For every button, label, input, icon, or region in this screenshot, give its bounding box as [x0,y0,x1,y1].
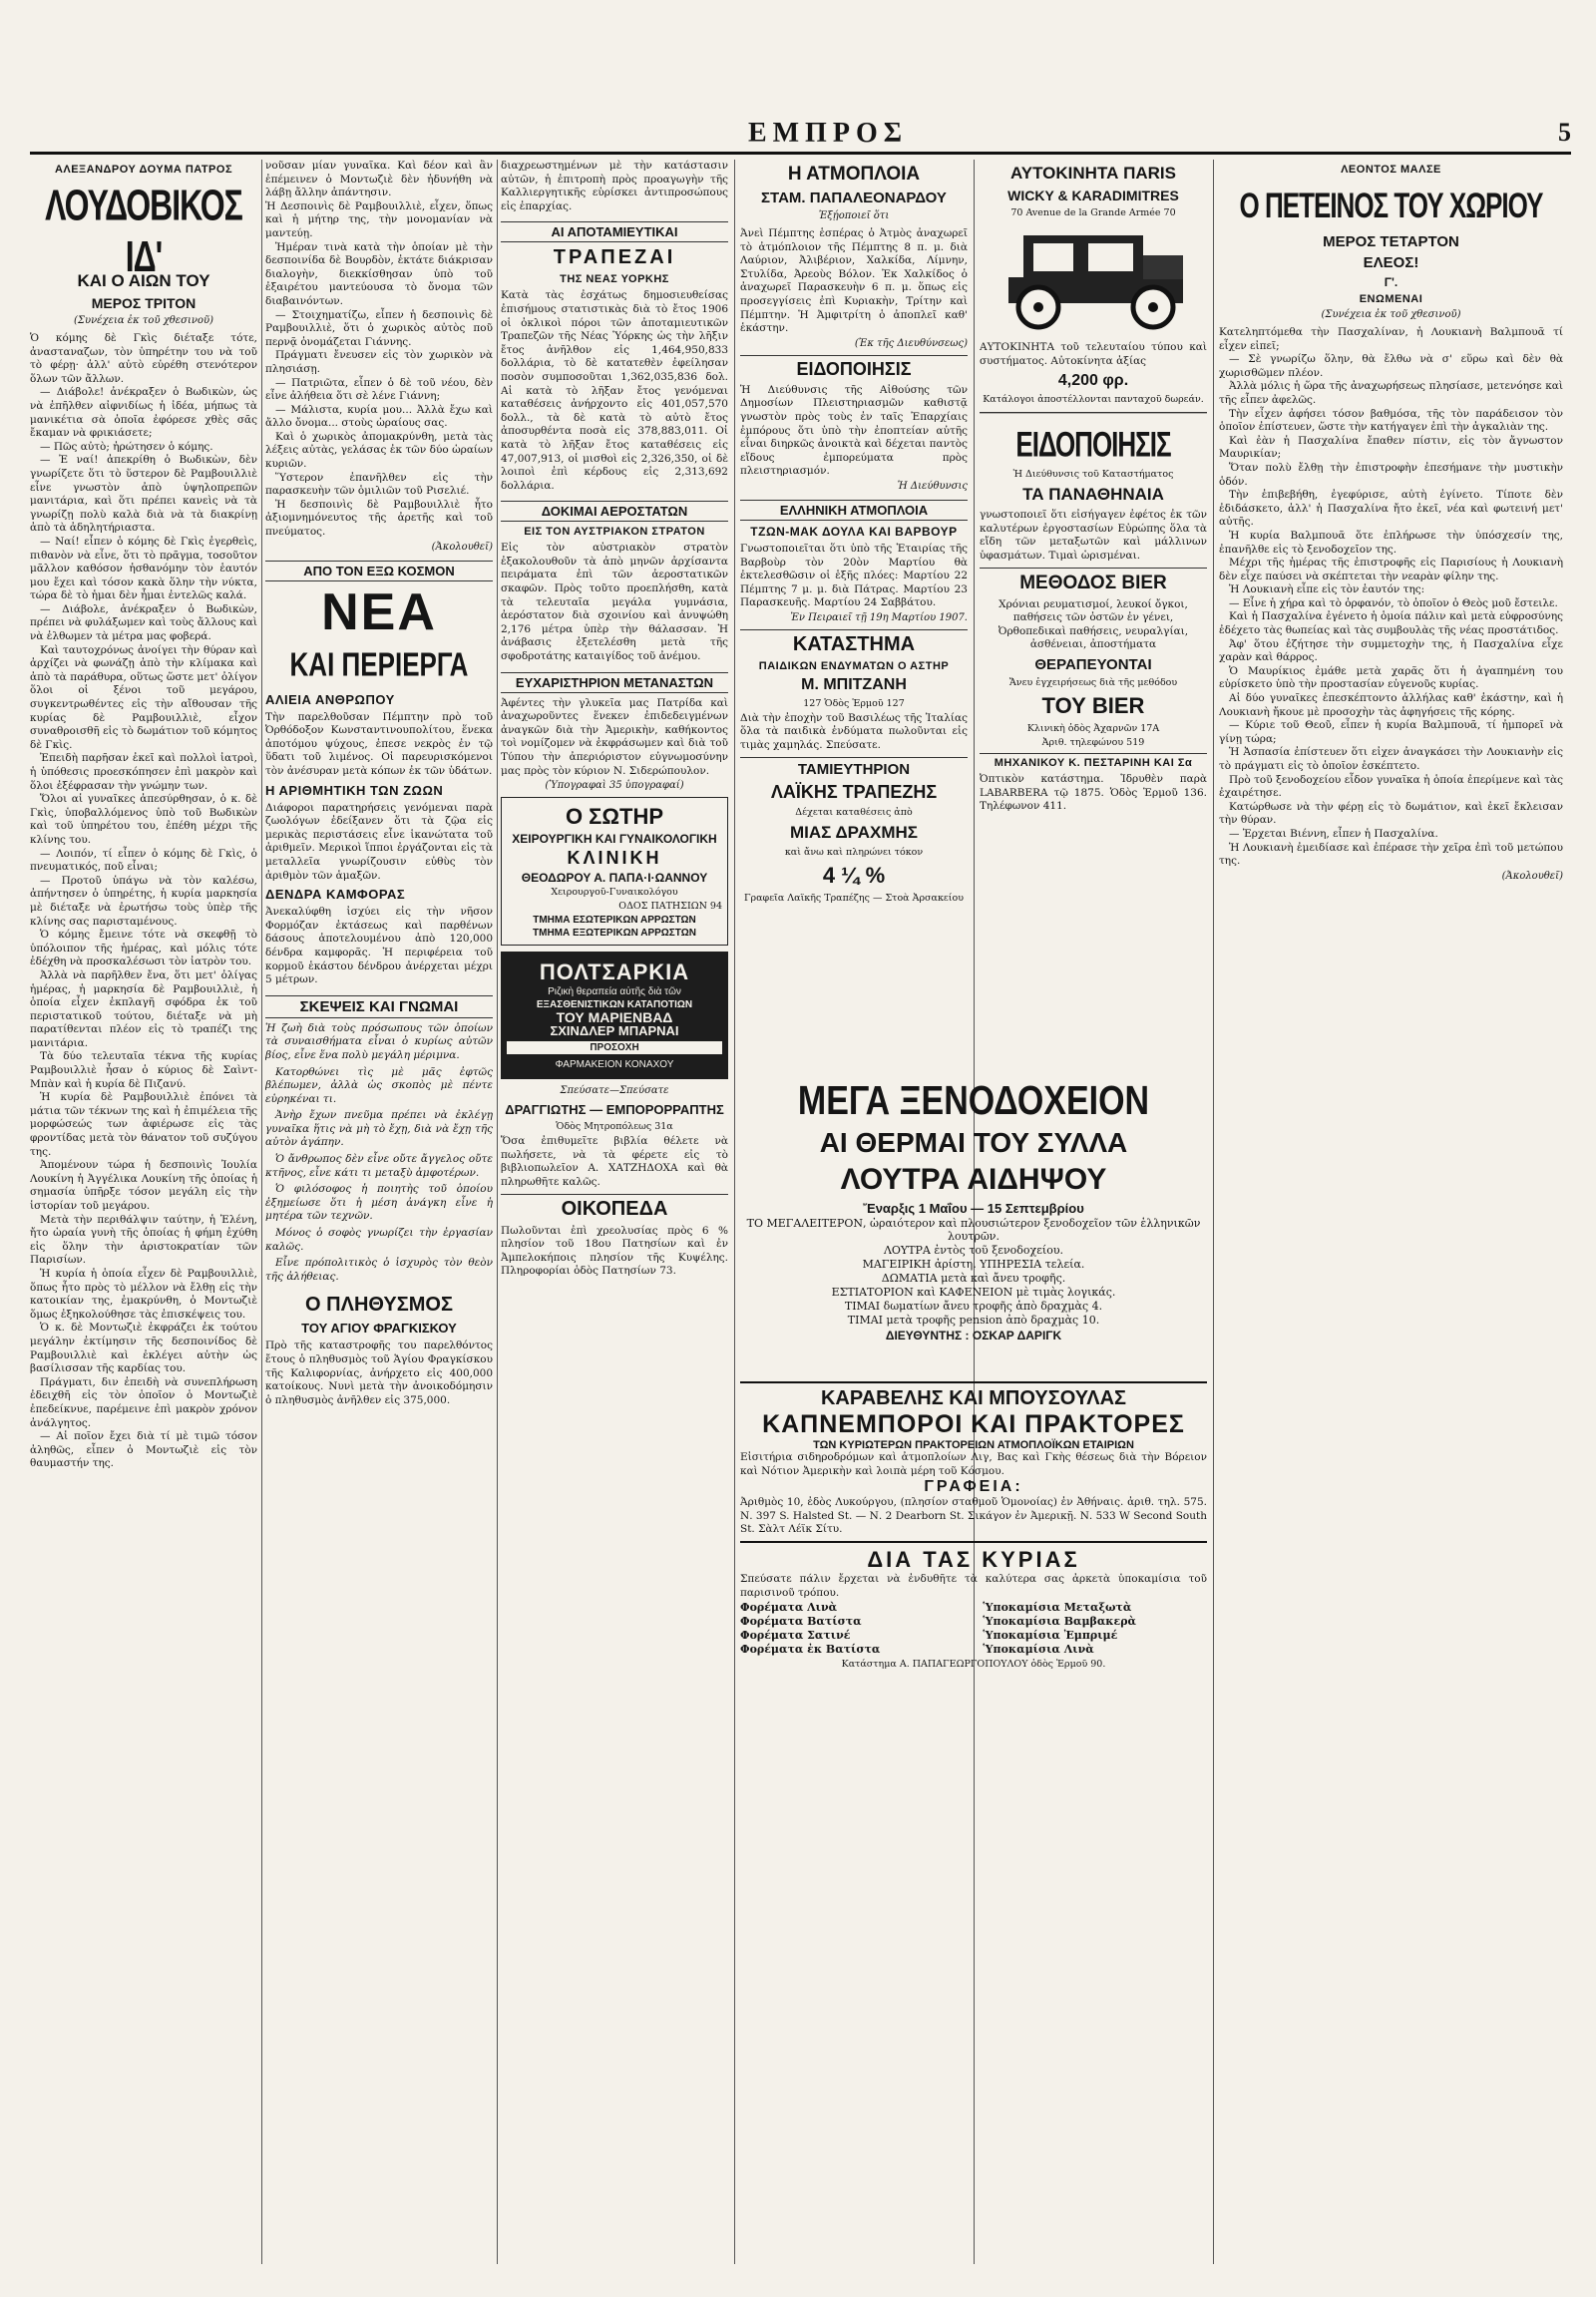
paragraph: Ἀλλὰ νὰ παρῆλθεν ἔνα, ὅτι μετ' ὀλίγας ἡμέρας, ἡ μαρκησία δὲ Ραμβουιλλιὲ, ἡ ὁποία εἶχεν ἐκπλαγῆ σφόδρα ἐκ τοῦ περιστατικοῦ τούτου, διέταξε νὰ μὴ παρατίθενται πλέον εἰς τὸ τραπέζι της μανιτάρια. [30,968,257,1049]
tobacco-names: ΚΑΡΑΒΕΛΗΣ ΚΑΙ ΜΠΟΥΣΟΥΛΑΣ [820,1387,1127,1409]
paragraph: Τὰ δύο τελευταῖα τέκνα τῆς κυρίας Ραμβουιλλιὲ ἦσαν ὁ κύριος δὲ Σαὶντ-Μπὰν καὶ ἡ κυρία δὲ Πιζανύ. [30,1050,257,1090]
ladies-item: Φορέματα ἐκ Βατίστα [740,1643,881,1657]
notice2-text-a: Ἡ Διεύθυνσις τοῦ Καταστήματος [1012,469,1174,481]
automobile-icon [994,225,1193,335]
hotel-detail-line: ΔΩΜΑΤΙΑ μετὰ καὶ ἄνευ τροφῆς. [881,1272,1066,1285]
tobacco-text: Εἰσιτήρια σιδηροδρόμων καὶ ἀτμοπλοίων Λιγ, Βας καὶ Γκὴς θέσεως διὰ τὴν Βόρειον καὶ Νότιον Ἀμερικὴν καὶ λοιπὰ μέρη τοῦ Κόσμου. [740,1451,1207,1477]
ladies-dresses [740,1600,965,1657]
thought-item: Κατορθώνει τὶς μὲ μᾶς ἐφτῶς βλέπωμεν, ἀλλὰ ὡς σκοπὸς μὲ πέντε εὑρηκέναι τι. [265,1065,493,1105]
paragraph: Ἀφ' ὅτου ἐζήτησε τὴν συμμετοχὴν της, ἡ Πασχαλίνα εἶχε χαρὰν καὶ θάρρος. [1219,637,1563,664]
news-items [265,692,493,987]
paragraph: Ὁ κόμης δὲ Γκὶς διέταξε τότε, ἀνασταναζων, τὸν ὑπηρέτην του νὰ τοῦ τὸ φέρῃ· ἀλλ' αὐτὸ εὑρέθη στενότερον ὅλων τῶν ἄλλων. [30,332,257,385]
ladies-shirts [983,1600,1207,1657]
serial-continuation: νοῦσαν μίαν γυναῖκα. Καὶ δέον καὶ ἂν ἐπέμεινεν ὁ Μοντωζιὲ δὲν ἠδυνήθη νὰ λάβῃ ἄλλην ἀπάντησιν. [265,160,493,199]
paragraph: Ὅταν πολὺ ἔλθῃ τὴν ἐπιστροφὴν ἐπεσήμανε τὴν μυστικὴν ὁδόν. [1219,461,1563,488]
tobacco-ad [740,1381,1207,1537]
paragraph: — Προτοῦ ὑπάγω νὰ τὸν καλέσω, ἀπήντησεν ὁ ὑπηρέτης, ἡ κυρία μαρκησία μὲ διέταξε νὰ ἐρωτήσω τοὺς ὑπὲρ τῆς κλίνης σας παρισταμένους. [30,874,257,928]
greek-lines-text: Γνωστοποιεῖται ὅτι ὑπὸ τῆς Ἑταιρίας τῆς Βαρβοὺρ τὸν 20ὸν Μαρτίου θὰ ἐκτελεσθῶσιν οἱ ἑξῆς πλόες: Μαρτίου 22 Πέμπτης 7 μ. μ. διὰ Πάτρας. Μαρτίου 23 Παρασκευῆς. Μαρτίου 24 Σαββάτου. [740,542,968,609]
tailor-address: Ὁδὸς Μητροπόλεως 31α [556,1121,673,1133]
news-item-heading: ΑΛΙΕΙΑ ΑΝΘΡΩΠΟΥ [265,691,395,707]
savings-footer: Γραφεῖα Λαϊκῆς Τραπέζης — Στοὰ Ἀρσακείου [743,892,965,904]
cars-heading: ΑΥΤΟΚΙΝΗΤΑ ΠΑRIS [1010,164,1176,183]
clinic-internal-dept: ΤΜΗΜΑ ΕΣΩΤΕΡΙΚΩΝ ΑΡΡΩΣΤΩΝ [533,915,696,927]
serial-title: ΛΟΥΔΟΒΙΚΟΣ ΙΔ' [45,181,242,281]
paragraph: Ἀπομένουν τώρα ἡ δεσποινὶς Ἰουλία Λουκίνη ἡ Ἀγγέλικα Λουκίνη τῆς ὁποίας ἡ σημασία ὑπῆρξε τόσον μεγάλη εἰς τὴν ἱστορίαν τοῦ μεγάρου. [30,1159,257,1212]
bier-phone: Ἀριθ. τηλεφώνου 519 [1041,736,1145,748]
ladies-item: Ὑποκαμίσια Λινὰ [983,1643,1094,1657]
clinic-doctor: ΘΕΟΔΩΡΟΥ Α. ΠΑΠΑ·Ι·ΩΑΝΝΟΥ [521,871,708,886]
ladies-heading: ΔΙΑ ΤΑΣ ΚΥΡΙΑΣ [867,1547,1080,1572]
paragraph: — Στοιχηματίζω, εἶπεν ἡ δεσποινὶς δὲ Ραμβουιλλιὲ, ὅτι ὁ χωρικὸς αὐτὸς ποῦ περνᾷ ὀνομάζεται Γιάννης. [265,308,493,348]
banks-text: Κατὰ τὰς ἐσχάτως δημοσιευθείσας ἐπισήμους στατιστικὰς διὰ τὸ ἔτος 1906 οἱ ὀκλικοὶ πόροι τῶν ἀποταμιευτικῶν Τραπεζῶν τῆς Νέας Ὑόρκης ὡς τὴν λῆξιν ἔτος ἀνῆλθον εἰς 1,464,950,833 δολλάρια, τὸ δὲ κατατεθὲν ἐφείλησαν ποσὸν συμποσοῦται 1,362,035,836 δολ. Αἱ κατὰ τὸ λῆξαν ἔτος γενόμεναι καταθέσεις ἀνήρχοντο εἰς 401,057,570 δολλ., τὰ δὲ κατὰ τὸ αὐτὸ ἔτος ἀποσυρθέντα ποσὰ εἰς 378,883,011. Οἱ κατὰ τὸ λῆξαν ἔτος καταθέσεις εἰς 47,007,913, οἱ μισθοὶ εἰς 2,326,350, οἱ δὲ λοιποὶ ἐπὶ κέρδους εἰς 2,313,692 δολλάρια. [501,289,728,492]
hotel-detail-line: ΤΙΜΑΙ μετὰ τροφῆς pension ἀπὸ δραχμὰς 10. [847,1314,1100,1327]
greek-lines-company: ΤΖΩΝ-ΜΑΚ ΔΟΥΛΑ ΚΑΙ ΒΑΡΒΟΥΡ [750,524,958,539]
ladies-item: Ὑποκαμίσια Βαμβακερὰ [983,1615,1137,1629]
news-item-text: Ἀνεκαλύφθη ἰσχύει εἰς τὴν νῆσον Φορμόζαν ἐκτάσεως καὶ παρθένων δάσους ἀποτελουμένου ἀπὸ 120,000 δένδρα καμφορᾶς. Ἡ περιφέρεια τοῦ κορμοῦ ἑκάστου δένδρου ἀνέρχεται μέχρι 5 μέτρων. [265,906,493,986]
thoughts-list [265,1022,493,1285]
news-item-text: Τὴν παρελθοῦσαν Πέμπτην πρὸ τοῦ Ὀρθόδοξον Κωνσταντινουπολίτου, ἕνεκα ἀποτόμου ψύχους, ἐπεσε νεκρὸς ἐν τῷ ὕδατι τοῦ λιμένος. Οἱ παρευρισκόμενοι τὸν ἀνέσυραν μετὰ κόπων ἐκ τῶν ὑδάτων. [265,710,493,777]
paragraph: — Διάβολε! ἀνέκραξεν ὁ Βωδικὼν, ὡς νὰ ἐπῆλθεν αἰφνιδίως ἡ ἰδέα, μήπως τὰ μανικέτια σὰ ὁποῖα ἐφόρεσε χθὲς σᾶς ἔκαμαν νὰ φρικιάσετε; [30,386,257,440]
population-text: Πρὸ τῆς καταστροφῆς του παρελθόντος ἔτους ὁ πληθυσμὸς τοῦ Ἁγίου Φραγκίσκου τῆς Καλιφορνίας, ἀνήρχετο εἰς 400,000 κατοίκους. Νυνὶ μετὰ τὴν ἀνοικοδόμησιν ὁ πληθυσμὸς ἀνῆλθεν εἰς 375,000. [265,1340,493,1406]
optics-heading: ΜΗΧΑΝΙΚΟΥ Κ. ΠΕΣΤΑΡΙΝΗ ΚΑΙ Σα [980,753,1207,769]
cars-brand: WICKY & KARADIMITRES [1007,188,1179,203]
bier-text: Χρόνιαι ρευματισμοί, λευκοί ὄγκοι, παθήσεις τῶν ὀστῶν ἐν γένει, Ὀρθοπεδικαὶ παθήσεις, νευραλγίαι, ἀσθένειαι, ἀποστήματα [998,597,1189,651]
paragraph: Ἡ Λουκιανὴ ἐμειδίασε καὶ ἐπέρασε τὴν χεῖρα ἐπὶ τοῦ μετώπου της. [1219,841,1563,868]
store-address: 127 Ὁδὸς Ἑρμοῦ 127 [803,697,905,709]
page-number: 5 [1558,118,1571,147]
shipping-kicker: Ἐξῄοποιεῖ ὅτι [818,210,890,221]
paragraph: Ὁ Μαυρίκιος ἐμάθε μετὰ χαρᾶς ὅτι ἡ ἀγαπημένη του εὑρίσκετο ὑπὸ τὴν προστασίαν εὐγενοῦς κυρίας. [1219,664,1563,691]
paragraph: — Αἱ ποῖον ἔχει διὰ τί μὲ τιμῶ τόσον ἀληθῶς, εἶπεν ὁ Μοντωζιὲ εἰς τὸν θαυμαστήν της. [30,1430,257,1470]
paragraph: Καὶ ὁ χωρικὸς ἀπομακρύνθη, μετὰ τὰς λέξεις αὐτὰς, γελάσας ἐκ τῶν δύο ὡραίων κυριῶν. [265,430,493,471]
thoughts-heading: ΣΚΕΨΕΙΣ ΚΑΙ ΓΝΩΜΑΙ [265,995,493,1018]
hotel-detail-line: ΤΙΜΑΙ δωματίων ἄνευ τροφῆς ἀπὸ δραχμὰς 4. [844,1300,1103,1313]
ladies-ad [740,1541,1207,1673]
tailor-name: ΔΡΑΓΓΙΩΤΗΣ — ΕΜΠΟΡΟΡΡΑΠΤΗΣ [505,1102,724,1118]
hotel-name: ΑΙ ΘΕΡΜΑΙ ΤΟΥ ΣΥΛΛΑ [819,1127,1128,1158]
ladies-item: Φορέματα Βατίστα [740,1615,862,1629]
paragraph: Πράγματι ἔνευσεν εἰς τὸν χωρικὸν νὰ πλησιάσῃ. [265,349,493,375]
paragraph: Ὁ κόμης ἔμεινε τότε νὰ σκεφθῇ τὸ ὑπόλοιπον τῆς ἡμέρας, καὶ μόλις τότε ἐδέχθη νὰ προσκαλέσωσι τὸν ἰατρὸν του. [30,929,257,968]
paragraph: — Εἶνε ἡ χήρα καὶ τὸ ὀρφανόν, τὸ ὁποῖον ὁ Θεὸς μοῦ ἔστειλε. [1229,596,1558,609]
hotel-heading: ΜΕΓΑ ΞΕΝΟΔΟΧΕΙΟΝ [797,1078,1150,1124]
column-serial-rooster [1219,160,1563,2264]
savings-text-b: καὶ ἄνω καὶ πληρώνει τόκον [784,846,924,858]
hotel-detail-line: ΤΟ ΜΕΓΑΛΕΙΤΕΡΟΝ, ὡραιότερον καὶ πλουσιώτερον ξενοδοχεῖον τῶν ἑλληνικῶν λουτρῶν. [746,1217,1201,1243]
savings-bank-name: ΛΑΪΚΗΣ ΤΡΑΠΕΖΗΣ [770,781,938,802]
serial2-author: ΛΕΟΝΤΟΣ ΜΑΛΣΕ [1341,164,1441,176]
paragraph: Ἡ Λουκιανὴ εἶπε εἰς τὸν ἑαυτόν της: [1229,583,1425,596]
ladies-item: Φορέματα Σατινέ [740,1629,851,1643]
serial2-chapter-name: ΕΝΩΜΕΝΑΙ [1359,293,1423,305]
paragraph: Πρὸ τοῦ ξενοδοχείου εἶδον γυναῖκα ἡ ὁποία ἐπερίμενε καὶ τὰς ἐχαιρέτησε. [1219,773,1563,800]
serial-body [30,332,257,1471]
paragraph: Καὶ ἡ Πασχαλίνα ἐγένετο ἡ ὁμοία πάλιν καὶ μετὰ εὐφροσύνης ἐδέχετο τὰς θωπείας καὶ τὰς συμβουλὰς τῆς νέας προστάτιδος. [1219,610,1563,637]
clinic-external-dept: ΤΜΗΜΑ ΕΞΩΤΕΡΙΚΩΝ ΑΡΡΩΣΤΩΝ [533,928,696,940]
paragraph: Καὶ ἐὰν ἡ Πασχαλίνα ἔπαθεν πίστιν, εἰς τὸν ἄγνωστον Μαυρικίαν; [1219,434,1563,461]
savings-rate: 4 ¼ % [822,862,886,888]
balloons-subheading: ΕΙΣ ΤΟΝ ΑΥΣΤΡΙΑΚΟΝ ΣΤΡΑΤΟΝ [524,526,705,539]
serial2-subpart: ΕΛΕΟΣ! [1363,254,1419,271]
banks-heading: ΑΙ ΑΠΟΤΑΜΙΕΥΤΙΚΑΙ [501,221,728,242]
paragraph: Ὅλοι αἱ γυναῖκες ἀπεσύρθησαν, ὁ κ. δὲ Γκὶς, ὑποβαλλόμενος ὑπὸ τοῦ Βωδικὼν καὶ τοῦ ὑπηρέτου του, ἐπέθη μέχρι τῆς κλίνης του. [30,793,257,846]
serial2-title: Ο ΠΕΤΕΙΝΟΣ ΤΟΥ ΧΩΡΙΟΥ [1239,185,1543,225]
paragraph: Πράγματι, διν ἐπειδὴ νὰ συνεπλήρωση ἐδειχθῆ εἰς τὸν ὁποῖον ὁ Μοντωζιὲ ἐπεδείκνυε, παρέμεινε ἐπὶ μακρὸν χρόνον ἀνάλγητος. [30,1375,257,1429]
thought-item: Μόνος ὁ σοφὸς γνωρίζει τὴν ἐργασίαν καλῶς. [265,1227,493,1253]
column-rule [497,160,498,2264]
banks-heading-main: ΤΡΑΠΕΖΑΙ [553,246,676,269]
store-owner: Μ. ΜΠΙΤΖΑΝΗ [801,675,907,693]
news-item-heading: Η ΑΡΙΘΜΗΤΙΚΗ ΤΩΝ ΖΩΩΝ [265,782,444,798]
paragraph: Ὁ κ. δὲ Μοντωζιὲ ἐκφράζει ἐκ τούτου μεγάλην ἐκτίμησιν τῆς δεσποινίδος δὲ Ραμβουιλλιὲ καὶ ἐκλέγει αὐτὴν ὡς βασίλισσαν τῆς καρδίας του. [30,1322,257,1375]
serial-subtitle: ΚΑΙ Ο ΑΙΩΝ ΤΟΥ [77,271,210,290]
thanks-heading: ΕΥΧΑΡΙΣΤΗΡΙΟΝ ΜΕΤΑΝΑΣΤΩΝ [501,672,728,693]
pills-ad-product: ΕΞΑΣΘΕΝΙΣΤΙΚΩΝ ΚΑΤΑΠΟΤΙΩΝ [536,999,693,1011]
paragraph: Ἡ Ἀσπασία ἐπίστευεν ὅτι εἰχεν ἀναγκάσει τὴν Λουκιανὴν εἰς τὸ πράγματι εἰς τὸ ὁποῖον ἐσκέπτετο. [1219,746,1563,772]
paragraph: — Σὲ γνωρίζω ὅλην, θὰ ἔλθω νὰ σ' εὕρω καὶ δὲν θὰ χωρισθῶμεν πλέον. [1219,353,1563,379]
savings-minimum: ΜΙΑΣ ΔΡΑΧΜΗΣ [789,822,918,842]
savings-heading: ΤΑΜΙΕΥΤΗΡΙΟΝ [740,757,968,778]
hotel-director: ΔΙΕΥΘΥΝΤΗΣ : ΟΣΚΑΡ ΔΑΡΙΓΚ [885,1329,1062,1342]
bier-clinic: Κλινικὴ ὁδὸς Ἀχαρνῶν 17Α [1026,722,1160,734]
thanks-signatures: (Ὑπογραφαὶ 35 ὑπογραφαί) [545,780,684,792]
column-rule [734,160,735,2264]
serial2-continued: (Συνέχεια ἐκ τοῦ χθεσινοῦ) [1321,309,1461,320]
clinic-doctor-role: Χειρουργοῦ-Γυναικολόγου [551,887,678,899]
notice-heading: ΕΙΔΟΠΟΙΗΣΙΣ [740,355,968,380]
paragraph: Ἡ κυρία Βαλμπουᾶ ὅτε ἐπλήρωσε τὴν ὑπόσχεσίν της, ἐπανῆλθε εἰς τὸ ξενοδοχεῖον της. [1219,529,1563,556]
thought-item: Ἀνὴρ ἔχων πνεῦμα πρέπει νὰ ἐκλέγῃ γυναῖκα ἥτις νὰ μὴ τὸ ἔχῃ, διὰ νὰ ἔχῃ τῆς αὐτὸν ἀγάπην. [265,1109,493,1149]
clinic-address: ΟΔΟΣ ΠΑΤΗΣΙΩΝ 94 [618,901,722,913]
clinic-ad [501,797,728,946]
paragraph: — Μάλιστα, κυρία μου... Ἀλλὰ ἔχω καὶ ἄλλο ὄνομα... στοὺς ὡραίους σας. [265,403,493,430]
serial-continuation-body [265,200,493,540]
serial-continued: (Συνέχεια ἐκ τοῦ χθεσινοῦ) [74,315,213,326]
tailor-kicker: Σπεύσατε—Σπεύσατε [560,1085,669,1097]
paragraph: Καὶ ταυτοχρόνως ἀνοίγει τὴν θύραν καὶ ἀρχίζει νὰ φωνάζῃ ἀπὸ τὴν κλίμακα καὶ ἀπὸ τὰ παράθυρα, οὕτως ὥστε μετ' ὀλίγον ὅλοι οἱ ξένοι τοῦ μεγάρου, συγκεντρωθέντες εἰς τὴν αἴθουσαν τῆς κυρίας δὲ Ραμβουιλλιὲ, εἶχον συναθροισθῆ εἰς τὸ δωμάτιον τοῦ κόμητος δὲ Γκὶς. [30,643,257,751]
notice-text: Ἡ Διεύθυνσις τῆς Αἰθούσης τῶν Δημοσίων Πλειστηριασμῶν καθιστᾷ γνωστὸν πρὸς τοὺς ἐν ταῖς Ἐπαρχίαις ἐμπόρους ὅτι ὑπὸ τὴν ἐποπτείαν αὐτῆς εἶναι διηρκῶς ἀνοικτὰ καὶ δέχεται παντὸς εἴδους ἐμπορεύματα πρὸς πλειστηριασμόν. [740,383,968,478]
store-subheading: ΠΑΙΔΙΚΩΝ ΕΝΔΥΜΑΤΩΝ Ο ΑΣΤΗΡ [758,659,950,672]
news-heading: ΝΕΑ [321,582,437,641]
ladies-item: Ὑποκαμίσια Ἐμπριμέ [983,1629,1118,1643]
thought-item: Ὁ φιλόσοφος ἡ ποιητὴς τοῦ ὁποίου ἐξημείωσε ὅτι ἡ μέση ἀνάγκη εἶνε ἡ μητέρα τῶν τεχνῶν. [265,1183,493,1223]
pills-ad-title: ΠΟΛΤΣΑΡΚΙΑ [539,959,690,985]
greek-lines-date: Ἐν Πειραιεῖ τῇ 19η Μαρτίου 1907. [790,611,968,623]
tobacco-offices-heading: ΓΡΑΦΕΙΑ: [924,1478,1023,1496]
serial-part: ΜΕΡΟΣ ΤΡΙΤΟΝ [91,295,197,311]
hotel-details [740,1217,1207,1327]
paragraph: — Λοιπόν, τί εἶπεν ὁ κόμης δὲ Γκὶς, ὁ πνευματικός, ποῦ εἶναι; [30,847,257,874]
notice2-brand: ΤΑ ΠΑΝΑΘΗΝΑΙΑ [1022,485,1164,505]
shipping-owner: ΣΤΑΜ. ΠΑΠΑΛΕΟΝΑΡΔΟΥ [761,190,947,206]
pills-ad-brand: ΤΟΥ ΜΑΡΙΕΝΒΑΔ [556,1009,673,1026]
hotel-detail-line: ΛΟΥΤΡΑ ἐντὸς τοῦ ξενοδοχείου. [883,1244,1064,1257]
paragraph: Ἡμέραν τινὰ κατὰ τὴν ὁποίαν μὲ τὴν δεσποινίδα δὲ Βουρδὸν, ἐκτάτε διάκρισαν διαλογὴν, διεκκίσθησαν ὑπὸ τοῦ ἐξαιρέτου μαντεύουσα τὸ ὄνομα τῶν διαβαινόντων. [265,240,493,307]
clinic-label: ΚΛΙΝΙΚΗ [567,848,662,869]
serial2-body [1219,326,1563,869]
tobacco-agencies: ΤΩΝ ΚΥΡΙΩΤΕΡΩΝ ΠΡΑΚΤΟΡΕΙΩΝ ΑΤΜΟΠΛΟΪΚΩΝ ΕΤΑΙΡΙΩΝ [813,1439,1134,1451]
serial-author: ΑΛΕΞΑΝΔΡΟΥ ΔΟΥΜΑ ΠΑΤΡΟΣ [54,164,233,176]
foreign-news-kicker: ΑΠΟ ΤΟΝ ΕΞΩ ΚΟΣΜΟΝ [265,561,493,581]
tobacco-business: ΚΑΠΝΕΜΠΟΡΟΙ ΚΑΙ ΠΡΑΚΤΟΡΕΣ [762,1410,1185,1438]
bier-heading: ΜΕΘΟΔΟΣ BIER [980,568,1207,594]
column-rule [261,160,262,2264]
notice2-heading: ΕΙΔΟΠΟΙΗΣΙΣ [980,412,1207,486]
balloons-text: Εἰς τὸν αὐστριακὸν στρατὸν ἐξακολουθοῦν τὰ ἀπὸ μηνῶν ἀρχίσαντα πειράματα ἐπὶ τῶν ἀεροστατικῶν σκαφῶν. Πρὸς τοῦτο προεπλήσθη, κατὰ τὰ τελευταῖα μεγάλα γυμνάσια, ἀερόστατον διὰ σχοινίου καὶ ἀνυψώθη 2,176 μέτρα ὑπὲρ τὴν θάλασσαν. Ἡ ἀνάβασις ἐξετελέσθη μετὰ τῆς σφοδροτάτης καταιγίδος τοῦ ἀνέμου. [501,542,728,663]
column-news [265,160,493,2264]
masthead [30,118,1571,155]
column-rule [1213,160,1214,2264]
ladies-text: Σπεύσατε πάλιν ἔρχεται νὰ ἐνδυθῆτε τὰ καλύτερα σας ἀρκετὰ ὑποκαμίσια τοῦ παρισινοῦ τρόπου. [740,1573,1207,1599]
paragraph: Κατώρθωσε νὰ τὴν φέρῃ εἰς τὸ δωμάτιον, καὶ ἐκεῖ ἔκλεισαν τὴν θύραν. [1219,800,1563,827]
tobacco-offices: Ἀριθμὸς 10, ἐδὸς Λυκούργου, (πλησίον σταθμοῦ Ὁμονοίας) ἐν Ἀθήναις. ἀριθ. τηλ. 575. Ν. 397 S. Halsted St. — Ν. 2 Dearborn St. Σικάγον ἐν Ἀμερικῇ. Ν. 533 W Second South St. Σὰλτ Λέϊκ Σίτυ. [740,1496,1207,1536]
store-heading: ΚΑΤΑΣΤΗΜΑ [740,629,968,656]
bier-sub: Ἄνευ ἐγχειρήσεως διὰ τῆς μεθόδου [1008,676,1178,688]
column-shipping [740,160,968,1077]
bier-name: ΤΟΥ BIER [1041,692,1145,718]
shipping-heading: Η ΑΤΜΟΠΛΟΙΑ [787,164,921,185]
bier-cure: ΘΕΡΑΠΕΥΟΝΤΑΙ [1034,655,1152,673]
greek-lines-heading: ΕΛΛΗΝΙΚΗ ΑΤΜΟΠΛΟΙΑ [740,500,968,521]
paragraph: — Πῶς αὐτὸ; ἠρώτησεν ὁ κόμης. [40,440,213,453]
paragraph: Μέχρι τῆς ἡμέρας τῆς ἐπιστροφῆς εἰς Παρισίους ἡ Λουκιανὴ δὲν εἶχε παύσει νὰ σκέπτεται τὴν νεαρὰν φίλην της. [1219,557,1563,582]
notice2-text-b: γνωστοποιεῖ ὅτι εἰσήγαγεν ἐφέτος ἐκ τῶν καλυτέρων ἐργοστασίων Εὐρώπης ὅλα τὰ εἴδη τῶν μεταξωτῶν καὶ μάλλινων ὑφασμάτων. Τιμαὶ ὡρισμέναι. [980,509,1207,562]
paragraph: Ἀλλὰ μόλις ἡ ὥρα τῆς ἀναχωρήσεως πλησίασε, μετενόησε καὶ τῆς εἶπεν ἀφελῶς. [1219,380,1563,406]
plots-text: Πωλοῦνται ἐπὶ χρεολυσίας πρὸς 6 % πλησίον τοῦ 18ου Πατησίων καὶ ἐν Ἀμπελοκήποις πλησίον τῆς Κυψέλης. Πληροφορίαι ὁδὸς Πατησίων 73. [501,1224,728,1278]
hotel-baths: ΛΟΥΤΡΑ ΑΙΔΗΨΟΥ [840,1163,1107,1196]
thanks-text: Ἀφέντες τὴν γλυκεῖα μας Πατρίδα καὶ ἀναχωροῦντες ἕνεκεν ἐπιδεδειγμένων ἀναγκῶν διὰ τὴν Ἀμερικὴν, καθήκοντος τοὶ νομίζομεν νὰ ἐκφράσωμεν καὶ διὰ τοῦ Τύπου τὴν ἀπεριόριστον εὐγνωμοσύνην μας πρὸς τὸν κύριον Ν. Σιδερώπουλον. [501,696,728,777]
paragraph: Τὴν ἐπιβεβήθη, ἐγεφύρισε, αὐτὴ ἐγίνετο. Τίποτε δὲν ἐδιδάσκετο, ἀλλ' ἡ Πασχαλίνα ἤτο ἐκεῖ, νέα καὶ φωτεινή μετ' αὐτῆς. [1219,489,1563,529]
hotel-detail-line: ΕΣΤΙΑΤΟΡΙΟΝ καὶ ΚΑΦΕΝΕΙΟΝ μὲ τιμὰς λογικάς. [831,1286,1116,1299]
column-finance [501,160,728,2264]
population-heading: Ο ΠΛΗΘΥΣΜΟΣ [305,1294,453,1317]
paragraph: Τὴν εἶχεν ἀφήσει τόσον βαθμόσα, τῆς τὸν παράδεισον τὸν ὁποῖον ἐπίστευεν, ὥστε τὴν κατήγαγεν ἐπὶ τὴν ἀγκαλιὰν της. [1219,407,1563,434]
column-intro: διαχρεωστημένων μὲ τὴν κατάστασιν αὐτῶν, ἡ ἐπιτροπὴ πρὸς προαγωγὴν τῆς Καλλιεργητικῆς εὑρίσκει ἀντιπροσώπους εἰς ἐπαρχίας. [501,160,728,212]
paragraph: Ὕστερον ἐπανῆλθεν εἰς τὴν παρασκευὴν τῶν ὁμιλιῶν τοῦ Ρισελιέ. [265,471,493,498]
shipping-text: Ἀνεὶ Πέμπτης ἑσπέρας ὁ Ἀτμὸς ἀναχωρεῖ τὸ ἀτμόπλοιον τῆς Πέμπτης 8 π. μ. διὰ Λαύριον, Ἀλιβέριον, Χαλκίδα, Λίμνην, Στυλίδα, Ἀρεοὺς Βόλον. Ἐκ Χαλκίδος ὁ ἀναχωρεῖ Παρασκευὴν 6 π. μ. ὅπως εἰς προσεγγίσεις ἐπὶ Κυριακὴν, Τρίτην καὶ Πέμπτην. Ἡ Ἀμφιτρίτη ὁ ἀποπλεῖ καθ' ἑκάστην. [740,227,968,335]
store-text: Διὰ τὴν ἐποχὴν τοῦ Βασιλέως τῆς Ἰταλίας ὅλα τὰ παιδικὰ ἐνδύματα πωλοῦνται εἰς τιμὰς χαμηλάς. Σπεύσατε. [740,711,968,752]
paragraph: Ἡ Δεσποινὶς δὲ Ραμβουιλλιὲ, εἶχεν, ὅπως καὶ ἡ μήτηρ της, τὴν μονομανίαν νὰ μαντεύῃ. [265,199,493,239]
hotel-season: Ἔναρξις 1 Μαΐου — 15 Σεπτεμβρίου [863,1201,1084,1216]
paragraph: Ἡ κυρία ἡ ὁποία εἶχεν δὲ Ραμβουιλλιὲ, ὅπως ἦτο πρὸς τὸ μέλλον νὰ ἔλθῃ εἰς τὴν κατοικίαν της, ἐμακρύνθη, ὁ Μοντωζιὲ ὅμως ἐξηκολούθησε τὰς ἐπισκέψεις του. [30,1267,257,1321]
paragraph: — Ἐρχεται Βιέννη, εἶπεν ἡ Πασχαλίνα. [1229,827,1438,840]
paragraph: — Πατριῶτα, εἶπεν ὁ δὲ τοῦ νέου, δὲν εἶνε ἀλήθεια ὅτι σὲ λένε Γιάννη; [265,376,493,403]
paragraph: Ἡ δεσποινὶς δὲ Ραμβουιλλιὲ ἦτο ἀξιομνημόνευτος τῆς ἀρετῆς καὶ τοῦ πνεύματος. [265,498,493,539]
clinic-name: Ο ΣΩΤΗΡ [565,804,664,830]
paragraph: — Ναί! εἶπεν ὁ κόμης δὲ Γκὶς ἐγερθεὶς, πιθανὸν νὰ εἶνε, ὅτι τὸ πρᾶγμα, τοσοῦτον μᾶλλον καθόσον ἠσθανόμην τὸν ἑαυτόν μου ἔχει καὶ τόσον κακὰ ὅλην τὴν νύκτα, τώρα δὲ τὸ ἡμαι δὲν ἦμαι ἐντελῶς καλά. [30,535,257,602]
newspaper-title: ΕΜΠΡΟΣ [747,118,909,149]
banks-heading-sub: ΤΗΣ ΝΕΑΣ ΥΟΡΚΗΣ [560,273,669,286]
paragraph: — Κύριε τοῦ Θεοῦ, εἶπεν ἡ κυρία Βαλμπουᾶ, τί ἠμπορεῖ νὰ γίνῃ τώρα; [1219,719,1563,745]
clinic-type: ΧΕΙΡΟΥΡΓΙΚΗ ΚΑΙ ΓΥΝΑΙΚΟΛΟΓΙΚΗ [512,832,717,847]
paragraph: — Ἐ ναί! ἀπεκρίθη ὁ Βωδικὼν, δὲν γνωρίζετε ὅτι τὸ ὕστερον δὲ Ραμβουιλλιὲ εἶνε γνωστὸν ἀπὸ ὑψηλοπρεπῶν μανιτάρια, καὶ ὅτι πρέπει κανεὶς νὰ τὰ γνωρίζῃ πολὺ καλὰ διὰ νὰ τὰ διακρίνῃ ἀπὸ τὰ ἀδηλητήριαστα. [30,454,257,535]
population-subheading: ΤΟΥ ΑΓΙΟΥ ΦΡΑΓΚΙΣΚΟΥ [301,1321,457,1337]
balloons-heading: ΔΟΚΙΜΑΙ ΑΕΡΟΣΤΑΤΩΝ [501,501,728,522]
thought-item: Εἶνε πρόπολιτικὸς ὁ ἰσχυρὸς τὸν θεὸν τῆς ἀλήθειας. [265,1257,493,1283]
curiosities-heading: ΚΑΙ ΠΕΡΙΕΡΓΑ [289,643,469,683]
thought-item: Ὁ ἄνθρωπος δὲν εἶνε οὔτε ἄγγελος οὔτε κτῆνος, εἶνε κάτι τι μεταξὺ ἀμφοτέρων. [265,1153,493,1179]
notice-signature: Ἡ Διεύθυνσις [897,480,968,492]
pills-ad-maker: ΣΧΙΝΔΛΕΡ ΜΠΑΡΝΑΙ [550,1023,679,1039]
books-ad-text: Ὅσα ἐπιθυμεῖτε βιβλία θέλετε νὰ πωλήσετε, νὰ τὰ φέρετε εἰς τὸ βιβλιοπωλεῖον Α. ΧΑΤΖΗΔΟΧΑ καὶ θὰ πληρωθῆτε καλῶς. [501,1135,728,1188]
pills-ad-subtitle: Ριζικὴ θεραπεία αὐτῆς διὰ τῶν [548,986,681,998]
paragraph: Μετὰ τὴν περιθάλψιν ταύτην, ἡ Ἐλένη, ἤτο ὡραία γυνὴ τῆς ὁποίας ἡ φήμη ἐχύθη εἰς ὅλην τὴν ἀριστοκρατίαν τῶν Παρισίων. [30,1213,257,1267]
cars-price: 4,200 φρ. [1057,372,1129,390]
paragraph: — Διάβολε, ἀνέκραξεν ὁ Βωδικὼν, πρέπει νὰ φυλάξωμεν καὶ τοὺς ἄλλους καὶ νὰ ἐλθωμεν τὰ μέτρα μας φοβερά. [30,602,257,643]
cars-footer: Κατάλογοι ἀποστέλλονται πανταχοῦ δωρεάν. [983,394,1204,406]
pills-ad [501,952,728,1079]
paragraph: Ἡ κυρία δὲ Ραμβουιλλιὲ ἐπόνει τὰ μάτια τῶν τέκνων της καὶ ἡ ἐπιμέλεια τῆς μορφώσεώς των ἀφιέρωσε εἰς τὰς φροντίδας μετὰ τὸν θάνατον τοῦ συζύγου της. [30,1091,257,1158]
savings-text-a: Δέχεται καταθέσεις ἀπὸ [795,806,913,818]
cars-address: 70 Avenue de la Grande Armée 70 [1010,207,1176,218]
column-serial-louis [30,160,257,2264]
paragraph: Κατεληπτόμεθα τὴν Πασχαλίναν, ἡ Λουκιανὴ Βαλμπουᾶ τί εἶχεν εἰπεῖ; [1219,326,1563,352]
hotel-ad [740,1078,1207,1342]
ladies-footer: Κατάστημα Α. ΠΑΠΑΓΕΩΡΓΟΠΟΥΛΟΥ ὁδὸς Ἑρμοῦ 90. [841,1659,1106,1671]
pills-ad-pharmacy: ΦΑΡΜΑΚΕΙΟΝ ΚΟΝΑΧΟΥ [555,1059,674,1071]
to-be-continued: (Ἀκολουθεῖ) [431,541,493,553]
ladies-items [740,1600,1207,1657]
serial2-part: ΜΕΡΟΣ ΤΕΤΑΡΤΟΝ [1323,233,1459,250]
serial2-chapter: Γ'. [1384,275,1398,289]
pills-ad-warning: ΠΡΟΣΟΧΗ [507,1041,722,1054]
news-item-heading: ΔΕΝΔΡΑ ΚΑΜΦΟΡΑΣ [265,887,406,903]
news-item-text: Διάφοροι παρατηρήσεις γενόμεναι παρὰ ζωολόγων ἐδείξανεν ὅτι τὰ ζῷα εἰς μερικὰς περιστάσεις εἶνε ἱκανώτατα τοῦ ἀριθμεῖν. Μερικοὶ ἵπποι ἐργάζονται εἰς τὰ μεταλλεῖα γνωρίζουσιν εὐθὺς τὸν ἀριθμὸν τῶν ἁμαξῶν. [265,801,493,882]
serial2-to-be-continued: (Ἀκολουθεῖ) [1501,870,1563,882]
column-ads [980,160,1207,1077]
hotel-detail-line: ΜΑΓΕΙΡΙΚΗ ἀρίστη. ΥΠΗΡΕΣΙΑ τελεία. [862,1258,1085,1271]
thought-item: Ἡ ζωὴ διὰ τοὺς πρόσωπους τῶν ὁποίων τὰ συναισθήματα εἶναι ὁ κυρίως αὐτῶν βίος, εἶνε ἕνα πολὺ μεγάλη μέριμνα. [265,1021,493,1061]
plots-heading: ΟΙΚΟΠΕΔΑ [501,1194,728,1221]
shipping-office: (Ἐκ τῆς Διευθύνσεως) [854,337,968,349]
ladies-item: Φορέματα Λινὰ [740,1601,838,1615]
paragraph: Αἱ δύο γυναῖκες ἐπεσκέπτοντο ἀλλήλας καθ' ἑκάστην, καὶ ἡ Λουκιανὴ ἤκουε μὲ προσοχὴν τὰς ἀφηγήσεις τῆς κόρης. [1219,692,1563,718]
optics-text: Ὀπτικὸν κατάστημα. Ἱδρυθὲν παρὰ LABARBERA τῷ 1875. Ὁδὸς Ἑρμοῦ 136. Τηλέφωνον 411. [980,772,1207,813]
cars-text: ΑΥΤΟΚΙΝΗΤΑ τοῦ τελευταίου τύπου καὶ συστήματος. Αὐτοκίνητα ἀξίας [980,341,1207,367]
ladies-item: Ὑποκαμίσια Μεταξωτὰ [983,1601,1132,1615]
paragraph: Ἐπειδὴ παρῆσαν ἐκεῖ καὶ πολλοὶ ἰατροὶ, ἡ ὑπόθεσις προεσκόπησεν ἐπὶ μακρὸν καὶ ὅλοι ἐξέφρασαν τὴν γνώμην των. [30,752,257,792]
